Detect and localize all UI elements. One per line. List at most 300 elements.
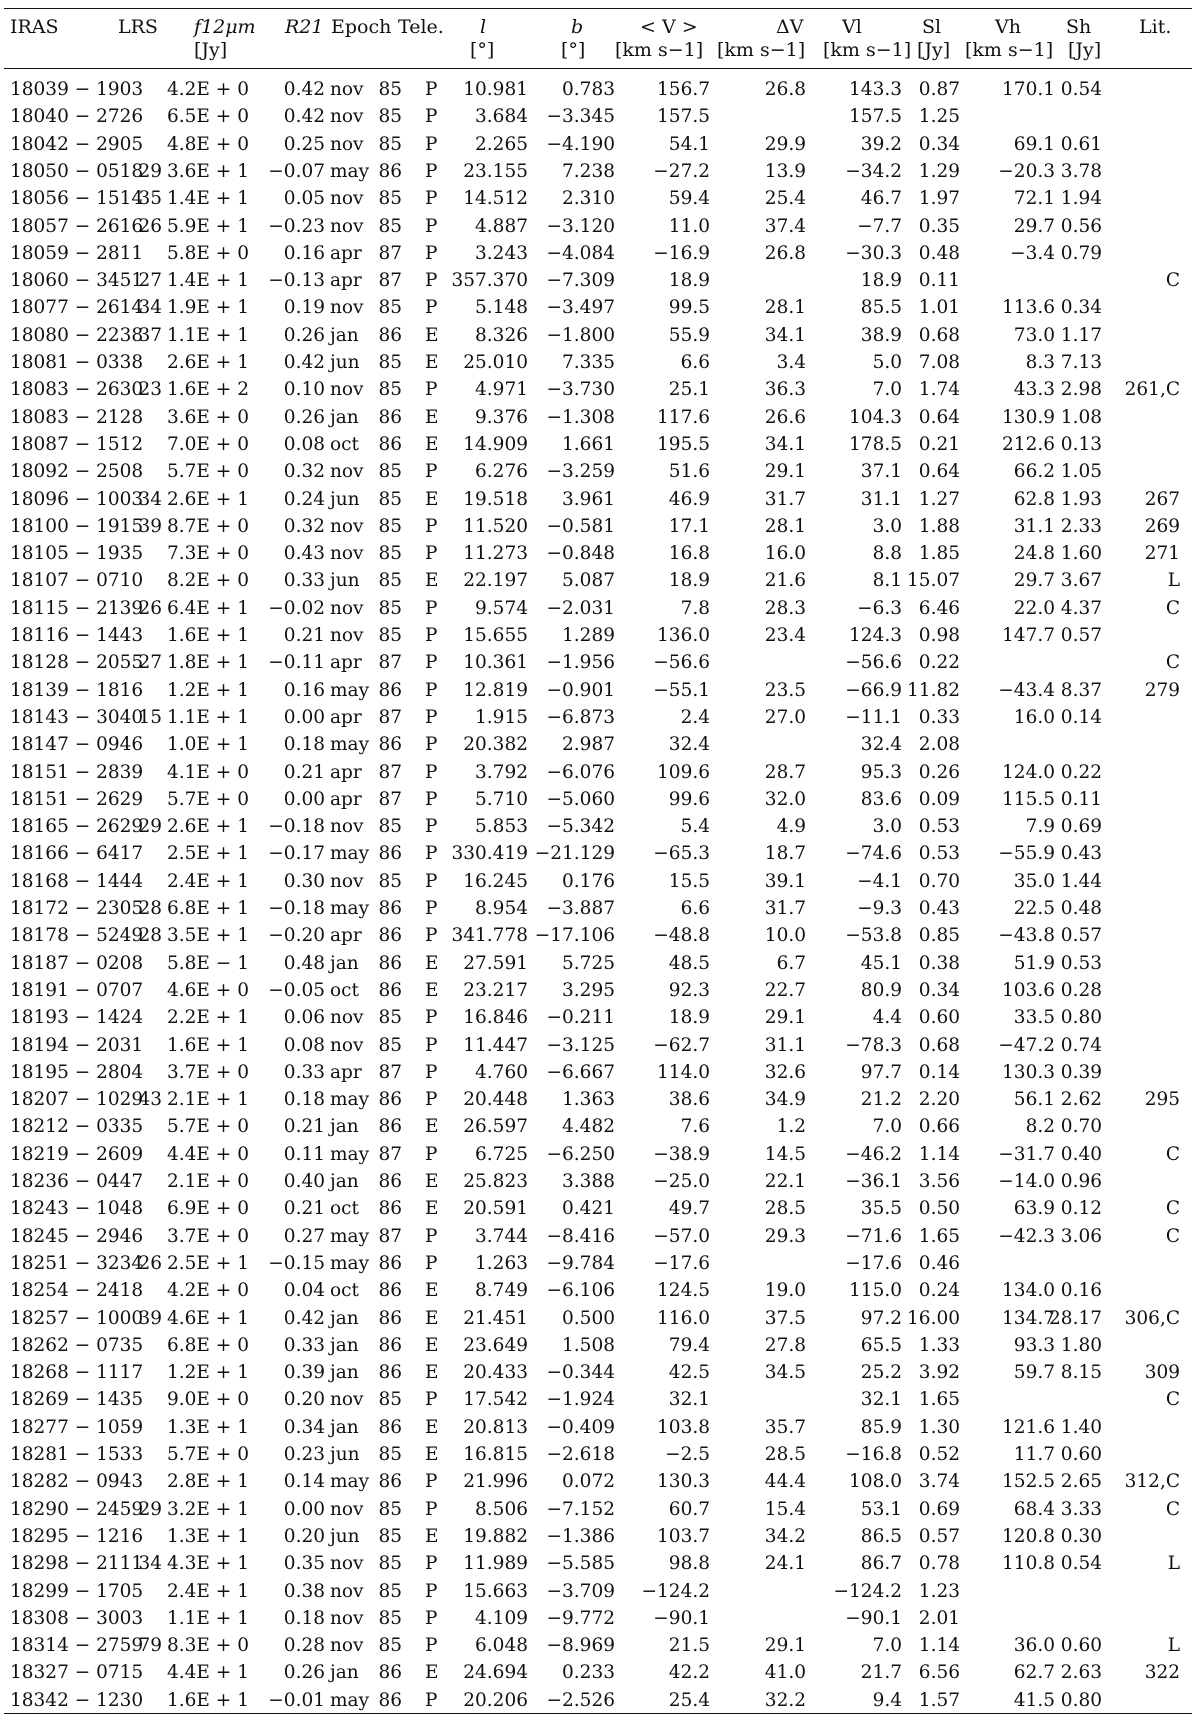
cell-iras: 18128 − 2055 — [10, 652, 144, 674]
cell-v: −124.2 — [641, 1580, 710, 1602]
cell-dv: 23.4 — [764, 625, 806, 646]
cell-l: 6.725 — [475, 1143, 528, 1165]
cell-year: 87 — [378, 1225, 402, 1247]
cell-sl: 0.66 — [918, 1116, 960, 1138]
cell-b: 4.482 — [562, 1116, 615, 1138]
cell-b: 3.961 — [562, 488, 615, 510]
cell-lrs: 28 — [138, 925, 162, 947]
cell-sl: 2.01 — [918, 1607, 960, 1629]
table-row — [0, 1305, 1200, 1332]
cell-v: 17.1 — [668, 515, 710, 537]
cell-sh: 2.65 — [1060, 1471, 1102, 1493]
table-row — [0, 1086, 1200, 1113]
cell-vh: 134.0 — [1002, 1280, 1055, 1302]
cell-dv: 24.1 — [764, 1553, 806, 1575]
cell-dv: 18.7 — [764, 843, 806, 865]
cell-vl: 32.4 — [860, 734, 902, 756]
cell-lit: 306,C — [1124, 1307, 1180, 1329]
cell-sh: 28.17 — [1049, 1307, 1102, 1329]
cell-b: 7.335 — [562, 352, 615, 373]
col-unit-dv: [km s−1] — [717, 39, 806, 61]
cell-month: nov — [330, 625, 364, 646]
cell-sl: 0.24 — [918, 1280, 960, 1302]
col-header-v: < V > — [640, 16, 698, 38]
cell-tele: P — [425, 679, 438, 701]
cell-year: 85 — [378, 816, 402, 838]
cell-f12: 4.2E + 0 — [167, 1280, 249, 1302]
cell-v: 109.6 — [657, 761, 710, 783]
cell-vl: −124.2 — [833, 1580, 902, 1602]
cell-r21: −0.05 — [268, 979, 325, 1001]
cell-f12: 5.7E + 0 — [167, 1444, 249, 1465]
cell-tele: E — [425, 1171, 439, 1192]
cell-sl: 1.97 — [918, 188, 960, 210]
cell-iras: 18281 − 1533 — [10, 1444, 144, 1465]
cell-tele: P — [425, 1252, 438, 1274]
cell-b: −3.497 — [546, 297, 615, 319]
cell-tele: E — [425, 1525, 439, 1547]
cell-vl: −4.1 — [857, 870, 902, 892]
cell-v: 42.5 — [668, 1362, 710, 1384]
cell-tele: P — [425, 652, 438, 674]
cell-v: 15.5 — [668, 870, 710, 892]
cell-vl: 5.0 — [872, 352, 902, 373]
cell-b: 3.388 — [562, 1171, 615, 1192]
cell-vh: 170.1 — [1002, 79, 1055, 100]
cell-iras: 18257 − 1000 — [10, 1307, 144, 1329]
cell-r21: 0.16 — [283, 242, 325, 264]
table-row — [0, 1659, 1200, 1686]
cell-v: 6.6 — [680, 898, 710, 919]
cell-lit: C — [1165, 270, 1180, 292]
cell-year: 86 — [378, 952, 402, 974]
cell-dv: 37.5 — [764, 1307, 806, 1329]
cell-f12: 2.5E + 1 — [167, 1252, 249, 1274]
cell-b: −1.956 — [546, 652, 615, 674]
cell-year: 86 — [378, 843, 402, 865]
cell-vh: 62.8 — [1013, 488, 1055, 510]
cell-r21: −0.11 — [268, 652, 325, 674]
cell-v: −62.7 — [653, 1034, 710, 1056]
cell-year: 85 — [378, 488, 402, 510]
cell-vh: 63.9 — [1013, 1198, 1055, 1220]
cell-iras: 18057 − 2616 — [10, 215, 144, 237]
cell-sh: 3.67 — [1060, 570, 1102, 592]
cell-r21: 0.06 — [283, 1007, 325, 1029]
cell-dv: 27.0 — [764, 706, 806, 728]
cell-vl: 80.9 — [860, 979, 902, 1001]
cell-tele: P — [425, 925, 438, 947]
cell-iras: 18096 − 1003 — [10, 488, 144, 510]
table-row — [0, 213, 1200, 240]
cell-sh: 1.80 — [1060, 1334, 1102, 1356]
cell-dv: 25.4 — [764, 188, 806, 210]
cell-dv: 10.0 — [764, 925, 806, 947]
cell-v: 32.1 — [668, 1389, 710, 1411]
cell-lrs: 37 — [138, 324, 162, 346]
cell-sh: 0.14 — [1060, 706, 1102, 728]
cell-f12: 2.8E + 1 — [167, 1471, 249, 1493]
cell-year: 85 — [378, 1389, 402, 1411]
cell-r21: 0.43 — [283, 543, 325, 565]
cell-v: 7.6 — [680, 1116, 710, 1138]
cell-sl: 0.48 — [918, 242, 960, 264]
table-row — [0, 813, 1200, 840]
cell-b: −0.581 — [546, 515, 615, 537]
cell-sl: 1.65 — [918, 1225, 960, 1247]
cell-lrs: 79 — [138, 1635, 162, 1657]
cell-year: 85 — [378, 1553, 402, 1575]
cell-tele: E — [425, 1662, 439, 1684]
cell-r21: 0.10 — [283, 379, 325, 401]
cell-b: 1.661 — [562, 433, 615, 455]
cell-vh: 59.7 — [1013, 1362, 1055, 1384]
cell-month: may — [330, 1252, 370, 1274]
cell-tele: P — [425, 870, 438, 892]
cell-l: 22.197 — [463, 570, 528, 592]
cell-v: 18.9 — [668, 1007, 710, 1029]
cell-v: 18.9 — [668, 270, 710, 292]
cell-vh: 120.8 — [1002, 1525, 1055, 1547]
cell-tele: P — [425, 1034, 438, 1056]
cell-year: 86 — [378, 1416, 402, 1438]
cell-v: 18.9 — [668, 570, 710, 592]
cell-lrs: 27 — [138, 270, 162, 292]
cell-sl: 0.38 — [918, 952, 960, 974]
cell-sh: 0.70 — [1060, 1116, 1102, 1138]
cell-dv: 29.3 — [764, 1225, 806, 1247]
cell-month: jan — [330, 1362, 359, 1384]
cell-tele: E — [425, 324, 439, 346]
cell-f12: 6.9E + 0 — [167, 1198, 249, 1220]
col-header-vl: Vl — [842, 16, 862, 38]
cell-sl: 6.56 — [918, 1662, 960, 1684]
col-header-iras: IRAS — [10, 16, 59, 38]
cell-f12: 7.3E + 0 — [167, 543, 249, 565]
cell-year: 85 — [378, 570, 402, 592]
cell-f12: 3.7E + 0 — [167, 1061, 249, 1083]
cell-year: 86 — [378, 1662, 402, 1684]
cell-v: 38.6 — [668, 1089, 710, 1111]
cell-year: 87 — [378, 652, 402, 674]
cell-l: 8.749 — [475, 1280, 528, 1302]
cell-sl: 0.14 — [918, 1061, 960, 1083]
cell-sl: 1.65 — [918, 1389, 960, 1411]
cell-sl: 6.46 — [918, 597, 960, 619]
cell-b: −2.618 — [546, 1444, 615, 1465]
cell-iras: 18107 − 0710 — [10, 570, 144, 592]
cell-b: −0.344 — [546, 1362, 615, 1384]
cell-l: 14.909 — [463, 433, 528, 455]
cell-year: 85 — [378, 1635, 402, 1657]
cell-dv: 31.7 — [764, 898, 806, 919]
cell-tele: E — [425, 406, 439, 428]
cell-tele: P — [425, 1689, 438, 1711]
cell-r21: −0.18 — [268, 898, 325, 919]
cell-month: may — [330, 1089, 370, 1111]
cell-sh: 1.60 — [1060, 543, 1102, 565]
cell-iras: 18342 − 1230 — [10, 1689, 144, 1711]
cell-iras: 18039 − 1903 — [10, 79, 144, 100]
cell-tele: P — [425, 816, 438, 838]
cell-l: 16.245 — [463, 870, 528, 892]
cell-v: −48.8 — [653, 925, 710, 947]
cell-iras: 18115 − 2139 — [10, 597, 144, 619]
cell-iras: 18172 − 2305 — [10, 898, 144, 919]
cell-tele: E — [425, 1416, 439, 1438]
cell-vh: 72.1 — [1013, 188, 1055, 210]
cell-r21: 0.35 — [283, 1553, 325, 1575]
cell-vl: 8.8 — [872, 543, 902, 565]
bottom-rule — [4, 1713, 1192, 1714]
cell-vl: 7.0 — [872, 1116, 902, 1138]
cell-v: −56.6 — [653, 652, 710, 674]
cell-r21: 0.20 — [283, 1525, 325, 1547]
cell-vl: 178.5 — [849, 433, 902, 455]
cell-vl: 97.7 — [860, 1061, 902, 1083]
cell-month: may — [330, 734, 370, 756]
table-row — [0, 595, 1200, 622]
cell-r21: 0.25 — [283, 133, 325, 155]
cell-lrs: 39 — [138, 1307, 162, 1329]
cell-v: −38.9 — [653, 1143, 710, 1165]
cell-vl: −6.3 — [857, 597, 902, 619]
cell-v: 11.0 — [668, 215, 710, 237]
cell-f12: 2.5E + 1 — [167, 843, 249, 865]
table-row — [0, 1223, 1200, 1250]
cell-r21: 0.33 — [283, 1334, 325, 1356]
table-row — [0, 431, 1200, 458]
cell-iras: 18194 − 2031 — [10, 1034, 144, 1056]
cell-b: 0.072 — [562, 1471, 615, 1493]
cell-r21: 0.42 — [283, 352, 325, 373]
cell-sh: 2.62 — [1060, 1089, 1102, 1111]
cell-sl: 0.98 — [918, 625, 960, 646]
cell-v: 103.7 — [657, 1525, 710, 1547]
table-row — [0, 458, 1200, 485]
cell-b: −4.084 — [546, 242, 615, 264]
col-unit-vh: [km s−1] — [965, 39, 1054, 61]
cell-v: 195.5 — [657, 433, 710, 455]
cell-sh: 3.78 — [1060, 160, 1102, 182]
table-row — [0, 1496, 1200, 1523]
cell-dv: 26.8 — [764, 79, 806, 100]
table-row — [0, 1004, 1200, 1031]
col-header-b: b — [571, 16, 584, 38]
cell-sl: 0.21 — [918, 433, 960, 455]
cell-v: 117.6 — [657, 406, 710, 428]
cell-b: −7.152 — [546, 1498, 615, 1520]
cell-v: 25.1 — [668, 379, 710, 401]
cell-tele: P — [425, 133, 438, 155]
col-header-tele: Tele. — [398, 16, 444, 38]
cell-f12: 5.9E + 1 — [167, 215, 249, 237]
cell-tele: E — [425, 488, 439, 510]
cell-year: 86 — [378, 1689, 402, 1711]
cell-sl: 0.70 — [918, 870, 960, 892]
cell-b: −0.211 — [546, 1007, 615, 1029]
cell-r21: 0.33 — [283, 570, 325, 592]
cell-b: −2.526 — [546, 1689, 615, 1711]
cell-iras: 18262 − 0735 — [10, 1334, 144, 1356]
cell-f12: 4.2E + 0 — [167, 79, 249, 100]
cell-year: 86 — [378, 433, 402, 455]
col-header-vh: Vh — [995, 16, 1021, 38]
cell-vl: 25.2 — [860, 1362, 902, 1384]
cell-l: 1.915 — [475, 706, 528, 728]
table-row — [0, 1523, 1200, 1550]
table-row — [0, 131, 1200, 158]
cell-lrs: 29 — [138, 816, 162, 838]
cell-vh: −42.3 — [998, 1225, 1055, 1247]
cell-sl: 0.11 — [918, 270, 960, 292]
cell-dv: 32.2 — [764, 1689, 806, 1711]
cell-vh: 8.2 — [1025, 1116, 1055, 1138]
cell-vh: 56.1 — [1013, 1089, 1055, 1111]
cell-sh: 0.39 — [1060, 1061, 1102, 1083]
cell-year: 87 — [378, 242, 402, 264]
cell-f12: 1.1E + 1 — [167, 1607, 249, 1629]
cell-f12: 1.3E + 1 — [167, 1416, 249, 1438]
cell-iras: 18195 − 2804 — [10, 1061, 144, 1083]
cell-sh: 0.74 — [1060, 1034, 1102, 1056]
cell-v: 46.9 — [668, 488, 710, 510]
cell-year: 86 — [378, 324, 402, 346]
cell-vl: 86.5 — [860, 1525, 902, 1547]
cell-year: 85 — [378, 188, 402, 210]
cell-month: nov — [330, 1607, 364, 1629]
cell-lit: 279 — [1144, 679, 1180, 701]
cell-l: 25.823 — [463, 1171, 528, 1192]
cell-vh: −43.8 — [998, 925, 1055, 947]
cell-vl: 9.4 — [872, 1689, 902, 1711]
table-row — [0, 786, 1200, 813]
cell-v: −16.9 — [653, 242, 710, 264]
cell-sl: 1.88 — [918, 515, 960, 537]
cell-month: nov — [330, 870, 364, 892]
cell-lit: 312,C — [1124, 1471, 1180, 1493]
cell-lit: 295 — [1144, 1089, 1180, 1111]
cell-v: 99.6 — [668, 788, 710, 810]
col-unit-b: [°] — [561, 39, 586, 61]
cell-sl: 1.33 — [918, 1334, 960, 1356]
cell-vl: 4.4 — [872, 1007, 902, 1029]
cell-vl: 21.7 — [860, 1662, 902, 1684]
cell-tele: E — [425, 1116, 439, 1138]
cell-iras: 18040 − 2726 — [10, 106, 144, 128]
cell-month: nov — [330, 79, 364, 100]
cell-sh: 0.11 — [1060, 788, 1102, 810]
cell-vh: 147.7 — [1002, 625, 1055, 646]
cell-iras: 18059 − 2811 — [10, 242, 144, 264]
cell-v: −27.2 — [653, 160, 710, 182]
cell-dv: 28.1 — [764, 297, 806, 319]
table-row — [0, 103, 1200, 130]
cell-v: 156.7 — [657, 79, 710, 100]
cell-sh: 3.06 — [1060, 1225, 1102, 1247]
cell-l: 27.591 — [463, 952, 528, 974]
cell-iras: 18139 − 1816 — [10, 679, 144, 701]
cell-month: may — [330, 1471, 370, 1493]
cell-month: nov — [330, 297, 364, 319]
cell-f12: 1.4E + 1 — [167, 270, 249, 292]
cell-dv: 28.1 — [764, 515, 806, 537]
cell-sl: 1.14 — [918, 1635, 960, 1657]
cell-tele: P — [425, 898, 438, 919]
cell-r21: 0.18 — [283, 734, 325, 756]
cell-f12: 3.6E + 0 — [167, 406, 249, 428]
cell-l: 330.419 — [451, 843, 528, 865]
table-row — [0, 731, 1200, 758]
cell-dv: 28.3 — [764, 597, 806, 619]
cell-month: apr — [330, 242, 362, 264]
cell-sl: 2.08 — [918, 734, 960, 756]
cell-b: 5.087 — [562, 570, 615, 592]
table-row — [0, 1605, 1200, 1632]
cell-tele: P — [425, 461, 438, 483]
cell-month: jun — [330, 570, 360, 592]
cell-year: 87 — [378, 270, 402, 292]
cell-year: 85 — [378, 1607, 402, 1629]
cell-vh: 69.1 — [1013, 133, 1055, 155]
cell-tele: E — [425, 352, 439, 373]
cell-year: 85 — [378, 1034, 402, 1056]
cell-r21: −0.01 — [268, 1689, 325, 1711]
cell-l: 26.597 — [463, 1116, 528, 1138]
cell-f12: 6.8E + 0 — [167, 1334, 249, 1356]
table-row — [0, 376, 1200, 403]
cell-vh: 93.3 — [1013, 1334, 1055, 1356]
cell-vh: −14.0 — [998, 1171, 1055, 1192]
cell-vh: 113.6 — [1002, 297, 1055, 319]
cell-year: 85 — [378, 1007, 402, 1029]
cell-vl: −90.1 — [845, 1607, 902, 1629]
cell-vh: −43.4 — [998, 679, 1055, 701]
cell-iras: 18080 − 2238 — [10, 324, 144, 346]
cell-b: −3.345 — [546, 106, 615, 128]
cell-lit: C — [1165, 1498, 1180, 1520]
cell-sl: 0.52 — [918, 1444, 960, 1465]
cell-v: −17.6 — [653, 1252, 710, 1274]
col-unit-sh: [Jy] — [1068, 39, 1102, 61]
col-header-sl: Sl — [922, 16, 942, 38]
cell-iras: 18207 − 1029 — [10, 1089, 144, 1111]
cell-r21: 0.00 — [283, 1498, 325, 1520]
cell-tele: E — [425, 979, 439, 1001]
cell-lrs: 26 — [138, 597, 162, 619]
table-row — [0, 76, 1200, 103]
cell-v: −90.1 — [653, 1607, 710, 1629]
cell-tele: P — [425, 1089, 438, 1111]
cell-lit: C — [1165, 1143, 1180, 1165]
cell-vl: 95.3 — [860, 761, 902, 783]
cell-l: 24.694 — [463, 1662, 528, 1684]
cell-f12: 1.2E + 1 — [167, 1362, 249, 1384]
cell-b: −3.730 — [546, 379, 615, 401]
cell-r21: 0.08 — [283, 433, 325, 455]
cell-iras: 18254 − 2418 — [10, 1280, 144, 1302]
table-row — [0, 1550, 1200, 1577]
cell-dv: 13.9 — [764, 160, 806, 182]
cell-month: oct — [330, 979, 359, 1001]
cell-tele: P — [425, 106, 438, 128]
cell-l: 341.778 — [451, 925, 528, 947]
cell-v: 51.6 — [668, 461, 710, 483]
cell-dv: 34.9 — [764, 1089, 806, 1111]
cell-r21: 0.21 — [283, 761, 325, 783]
cell-year: 85 — [378, 625, 402, 646]
cell-l: 5.148 — [475, 297, 528, 319]
